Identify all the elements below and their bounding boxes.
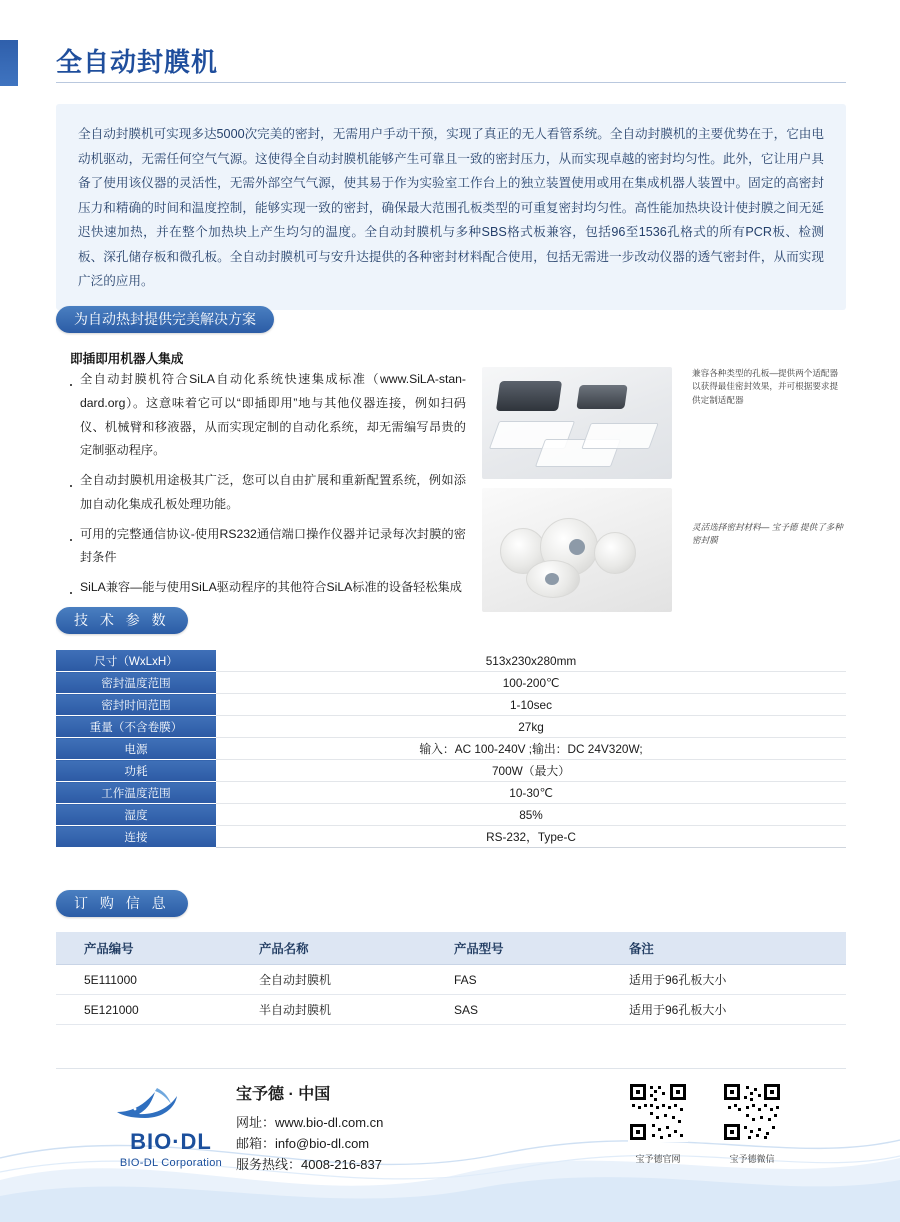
spec-value: 1-10sec	[216, 694, 846, 716]
cell-product-model: SAS	[426, 995, 601, 1025]
qr-code-icon	[722, 1082, 782, 1142]
column-header-product-model: 产品型号	[426, 932, 601, 965]
cell-product-code: 5E111000	[56, 965, 231, 995]
table-row	[56, 995, 846, 1025]
qr-label-wechat: 宝予德微信	[729, 1154, 775, 1164]
qr-label-website: 宝予德官网	[635, 1154, 681, 1164]
spec-value: 513x230x280mm	[216, 650, 846, 672]
dolphin-logo-icon	[111, 1082, 231, 1122]
cell-remarks: 适用于96孔板大小	[601, 995, 846, 1025]
list-item: · 全自动封膜机符合SiLA自动化系统快速集成标准（www.SiLA-stan-dard.org）。这意味着它可以“即插即用”地与其他仪器连接，例如扫码仪、机械臂和移液器，从而实现定制的自动化系统，却无需编写昂贵的定制驱动程序。	[66, 368, 466, 463]
cell-product-name: 全自动封膜机	[231, 965, 426, 995]
spec-value: 700W（最大）	[216, 760, 846, 782]
header-accent-bar	[0, 40, 18, 86]
ordering-information-table	[56, 932, 846, 1025]
spec-value: 100-200℃	[216, 672, 846, 694]
spec-label: 连接	[56, 826, 216, 848]
section-heading-ordering: 订 购 信 息	[56, 890, 188, 917]
product-photo-seal-film-rolls	[482, 488, 672, 612]
spec-label: 电源	[56, 738, 216, 760]
intro-paragraph: 全自动封膜机可实现多达5000次完美的密封，无需用户手动干预，实现了真正的无人看管系统。全自动封膜机的主要优势在于，它由电动机驱动，无需任何空气气源。这使得全自动封膜机能够产生可靠且一致的密封压力，从而实现卓越的密封均匀性。此外，它让用户具备了使用该仪器的灵活性，无需外部空气气源，使其易于作为实验室工作台上的独立装置使用或用在集成机器人装置中。固定的高密封压力和精确的时间和温度控制，能够实现一致的密封，确保最大范围孔板类型的可重复密封均匀性。高性能加热块设计使封膜之间无延迟快速加热，并在整个加热块上产生均匀的温度。全自动封膜机与多种SBS格式板兼容，包括96至1536孔格式的所有PCR板、检测板、深孔储存板和微孔板。全自动封膜机可与安升达提供的各种密封材料配合使用，包括无需进一步改动仪器的透气密封件，从而实现广泛的应用。	[78, 127, 824, 289]
table-row	[56, 716, 846, 738]
spec-value: 27kg	[216, 716, 846, 738]
spec-value: 10-30℃	[216, 782, 846, 804]
film-roll-shape	[526, 560, 580, 598]
company-name: 宝予德 · 中国	[236, 1086, 331, 1103]
intro-panel	[56, 104, 846, 310]
table-row	[56, 804, 846, 826]
caption-seal-films: 灵活选择密封材料— 宝予德 提供了多种密封膜	[692, 522, 843, 546]
logo-wordmark: BIO·DL	[130, 1129, 212, 1154]
list-item: · 全自动封膜机用途极其广泛，您可以自由扩展和重新配置系统，例如添加自动化集成孔板处理功能。	[66, 469, 466, 517]
spec-label: 尺寸（WxLxH）	[56, 650, 216, 672]
spec-value: 85%	[216, 804, 846, 826]
table-row	[56, 694, 846, 716]
table-row	[56, 826, 846, 848]
page-header	[0, 40, 900, 86]
company-logo	[96, 1082, 246, 1169]
column-header-remarks: 备注	[601, 932, 846, 965]
cell-remarks: 适用于96孔板大小	[601, 965, 846, 995]
spec-label: 密封时间范围	[56, 694, 216, 716]
product-photo-sealer-adapters	[482, 367, 672, 479]
qr-code-icon	[628, 1082, 688, 1142]
table-row	[56, 965, 846, 995]
adapter-shape	[496, 381, 562, 411]
microplate-shape	[581, 423, 658, 449]
contact-block	[236, 1082, 383, 1175]
table-row	[56, 782, 846, 804]
film-roll-shape	[594, 532, 636, 574]
table-row	[56, 760, 846, 782]
spec-label: 密封温度范围	[56, 672, 216, 694]
table-header-row	[56, 932, 846, 965]
section-heading-solutions: 为自动热封提供完美解决方案	[56, 306, 274, 333]
spec-label: 湿度	[56, 804, 216, 826]
qr-code-website	[628, 1082, 688, 1142]
company-email[interactable]: 邮箱：info@bio-dl.com	[236, 1135, 370, 1151]
spec-value: RS-232，Type-C	[216, 826, 846, 848]
column-header-product-name: 产品名称	[231, 932, 426, 965]
caption-adapters: 兼容各种类型的孔板—提供两个适配器以获得最佳密封效果，并可根据要求提供定制适配器	[692, 368, 839, 405]
qr-code-wechat	[722, 1082, 782, 1142]
header-divider	[56, 82, 846, 83]
column-header-product-code: 产品编号	[56, 932, 231, 965]
table-row	[56, 672, 846, 694]
spec-label: 功耗	[56, 760, 216, 782]
spec-label: 重量（不含卷膜）	[56, 716, 216, 738]
list-item: · 可用的完整通信协议-使用RS232通信端口操作仪器并记录每次封膜的密封条件	[66, 523, 466, 571]
company-website[interactable]: 网址：www.bio-dl.com.cn	[236, 1114, 384, 1130]
list-item: · SiLA兼容—能与使用SiLA驱动程序的其他符合SiLA标准的设备轻松集成	[66, 576, 466, 600]
solutions-subheading: 即插即用机器人集成	[70, 352, 184, 366]
page-title: 全自动封膜机	[56, 47, 219, 77]
solutions-bullet-list	[66, 368, 466, 606]
adapter-shape	[576, 385, 627, 409]
cell-product-code: 5E121000	[56, 995, 231, 1025]
cell-product-name: 半自动封膜机	[231, 995, 426, 1025]
spec-label: 工作温度范围	[56, 782, 216, 804]
company-hotline: 服务热线：4008-216-837	[236, 1157, 382, 1172]
table-row	[56, 738, 846, 760]
specifications-table	[56, 650, 846, 848]
table-row	[56, 650, 846, 672]
spec-value: 输入：AC 100-240V ;输出：DC 24V320W;	[216, 738, 846, 760]
cell-product-model: FAS	[426, 965, 601, 995]
logo-subtext: BIO-DL Corporation	[119, 1157, 223, 1169]
section-heading-specs: 技 术 参 数	[56, 607, 188, 634]
